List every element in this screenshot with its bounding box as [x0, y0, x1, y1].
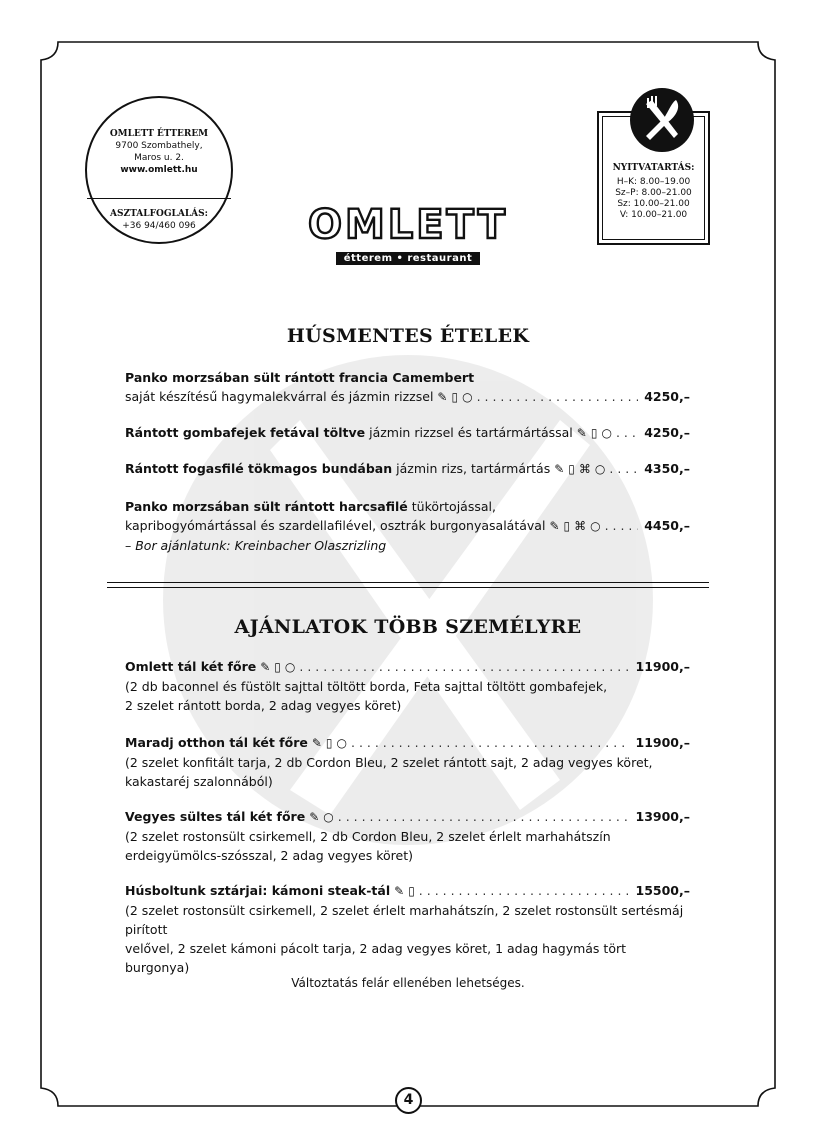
hours-title: NYITVATARTÁS: — [612, 163, 695, 173]
menu-item-name: Panko morzsában sült rántott harcsafilé — [125, 499, 408, 514]
menu-item-desc: kakastaréj szalonnából) — [125, 774, 273, 789]
menu-item — [125, 881, 690, 977]
egg-icon: ○ — [590, 519, 601, 533]
menu-item-price: 11900,– — [635, 735, 690, 750]
egg-icon: ○ — [323, 810, 334, 824]
egg-icon: ○ — [336, 736, 347, 750]
menu-item — [125, 807, 690, 865]
restaurant-address-line1: 9700 Szombathely, — [115, 141, 203, 151]
gluten-icon: ✎ — [394, 884, 405, 898]
dot-leader — [299, 657, 629, 676]
dot-leader — [351, 733, 630, 752]
menu-item-desc: tükörtojással, — [411, 499, 496, 514]
fish-icon: ⌘ — [574, 519, 587, 533]
egg-icon: ○ — [594, 462, 606, 476]
menu-item-desc: jázmin rizzsel és tartármártással — [369, 425, 573, 440]
fish-icon: ⌘ — [578, 462, 591, 476]
gluten-icon: ✎ — [437, 390, 448, 404]
section-title-group-offers: AJÁNLATOK TÖBB SZEMÉLYRE — [234, 616, 582, 638]
dot-leader — [609, 459, 638, 478]
logo-subtitle: étterem • restaurant — [336, 252, 481, 265]
gluten-icon: ✎ — [260, 660, 271, 674]
menu-item — [125, 423, 690, 443]
hours-line: H–K: 8.00–19.00 — [616, 177, 691, 187]
lactose-icon: ▯ — [408, 884, 415, 898]
gluten-icon: ✎ — [554, 462, 565, 476]
dot-leader — [419, 881, 630, 900]
footer-note: Változtatás felár ellenében lehetséges. — [291, 976, 525, 990]
menu-item-desc: 2 szelet rántott borda, 2 adag vegyes köret) — [125, 698, 402, 713]
menu-item — [125, 497, 690, 555]
menu-item-desc: erdeigyümölcs-szósszal, 2 adag vegyes köret) — [125, 848, 414, 863]
dot-leader — [605, 516, 639, 535]
menu-item-name: Panko morzsában sült rántott francia Camembert — [125, 370, 475, 385]
menu-item-name: Rántott fogasfilé tökmagos bundában — [125, 461, 393, 476]
lactose-icon: ▯ — [590, 426, 598, 440]
menu-item-price: 11900,– — [635, 659, 690, 674]
section-divider — [107, 582, 709, 588]
dot-leader — [616, 423, 638, 442]
reservation-label: ASZTALFOGLALÁS: — [110, 209, 208, 219]
hours-line: Sz–P: 8.00–21.00 — [615, 188, 692, 198]
restaurant-address-line2: Maros u. 2. — [134, 153, 184, 163]
lactose-icon: ▯ — [451, 390, 459, 404]
menu-item-desc: saját készítésű hagymalekvárral és jázmin rizzsel — [125, 389, 434, 404]
menu-item-name: Vegyes sültes tál két főre — [125, 809, 306, 824]
menu-item-price: 4350,– — [644, 461, 690, 476]
gluten-icon: ✎ — [311, 736, 322, 750]
menu-item — [125, 657, 690, 715]
gluten-icon: ✎ — [309, 810, 320, 824]
omlett-logo — [306, 204, 510, 265]
menu-item-price: 4450,– — [644, 518, 690, 533]
menu-item-name: Omlett tál két főre — [125, 659, 257, 674]
menu-item — [125, 459, 690, 479]
egg-icon: ○ — [462, 390, 473, 404]
wine-recommendation: – Bor ajánlatunk: Kreinbacher Olaszrizling — [125, 538, 387, 553]
menu-item-name: Húsboltunk sztárjai: kámoni steak-tál — [125, 883, 391, 898]
section-title-meatless: HÚSMENTES ÉTELEK — [286, 325, 530, 347]
egg-icon: ○ — [601, 426, 612, 440]
menu-item-desc: jázmin rizs, tartármártás — [396, 461, 551, 476]
menu-item-price: 15500,– — [635, 883, 690, 898]
menu-item-desc: (2 szelet rostonsült csirkemell, 2 db Cordon Bleu, 2 szelet érlelt marhahátszín — [125, 829, 611, 844]
menu-item — [125, 733, 690, 791]
restaurant-info-badge — [85, 96, 233, 244]
logo-wordmark: OMLETT — [307, 202, 509, 248]
dot-leader — [338, 807, 630, 826]
menu-item-desc-line2: kapribogyómártással és szardellafilével, osztrák burgonyasalátával — [125, 518, 546, 533]
menu-item-desc: (2 szelet konfitált tarja, 2 db Cordon Bleu, 2 szelet rántott sajt, 2 adag vegyes köret, — [125, 755, 653, 770]
menu-item-desc: (2 db baconnel és füstölt sajttal töltött borda, Feta sajttal töltött gombafejek, — [125, 679, 608, 694]
menu-item — [125, 368, 690, 407]
egg-icon: ○ — [284, 660, 296, 674]
dot-leader — [477, 387, 639, 406]
menu-item-desc: (2 szelet rostonsült csirkemell, 2 szelet érlelt marhahátszín, 2 szelet rostonsült sertésmáj pirított — [125, 903, 684, 937]
lactose-icon: ▯ — [325, 736, 333, 750]
page-number: 4 — [395, 1087, 422, 1114]
lactose-icon: ▯ — [568, 462, 575, 476]
badge-divider — [87, 198, 231, 199]
menu-item-price: 4250,– — [644, 425, 690, 440]
reservation-phone[interactable]: +36 94/460 096 — [122, 221, 196, 231]
lactose-icon: ▯ — [563, 519, 571, 533]
hours-line: Sz: 10.00–21.00 — [617, 199, 690, 209]
restaurant-name: OMLETT ÉTTEREM — [109, 129, 209, 139]
menu-item-price: 13900,– — [635, 809, 690, 824]
gluten-icon: ✎ — [549, 519, 560, 533]
lactose-icon: ▯ — [274, 660, 281, 674]
cutlery-icon — [630, 88, 694, 152]
hours-line: V: 10.00–21.00 — [619, 210, 688, 220]
menu-item-price: 4250,– — [644, 389, 690, 404]
menu-item-name: Maradj otthon tál két főre — [125, 735, 308, 750]
restaurant-website[interactable]: www.omlett.hu — [120, 165, 198, 175]
menu-item-desc: velővel, 2 szelet kámoni pácolt tarja, 2 adag vegyes köret, 1 adag hagymás tört burgonya) — [125, 941, 627, 975]
menu-item-name: Rántott gombafejek fetával töltve — [125, 425, 366, 440]
gluten-icon: ✎ — [576, 426, 587, 440]
